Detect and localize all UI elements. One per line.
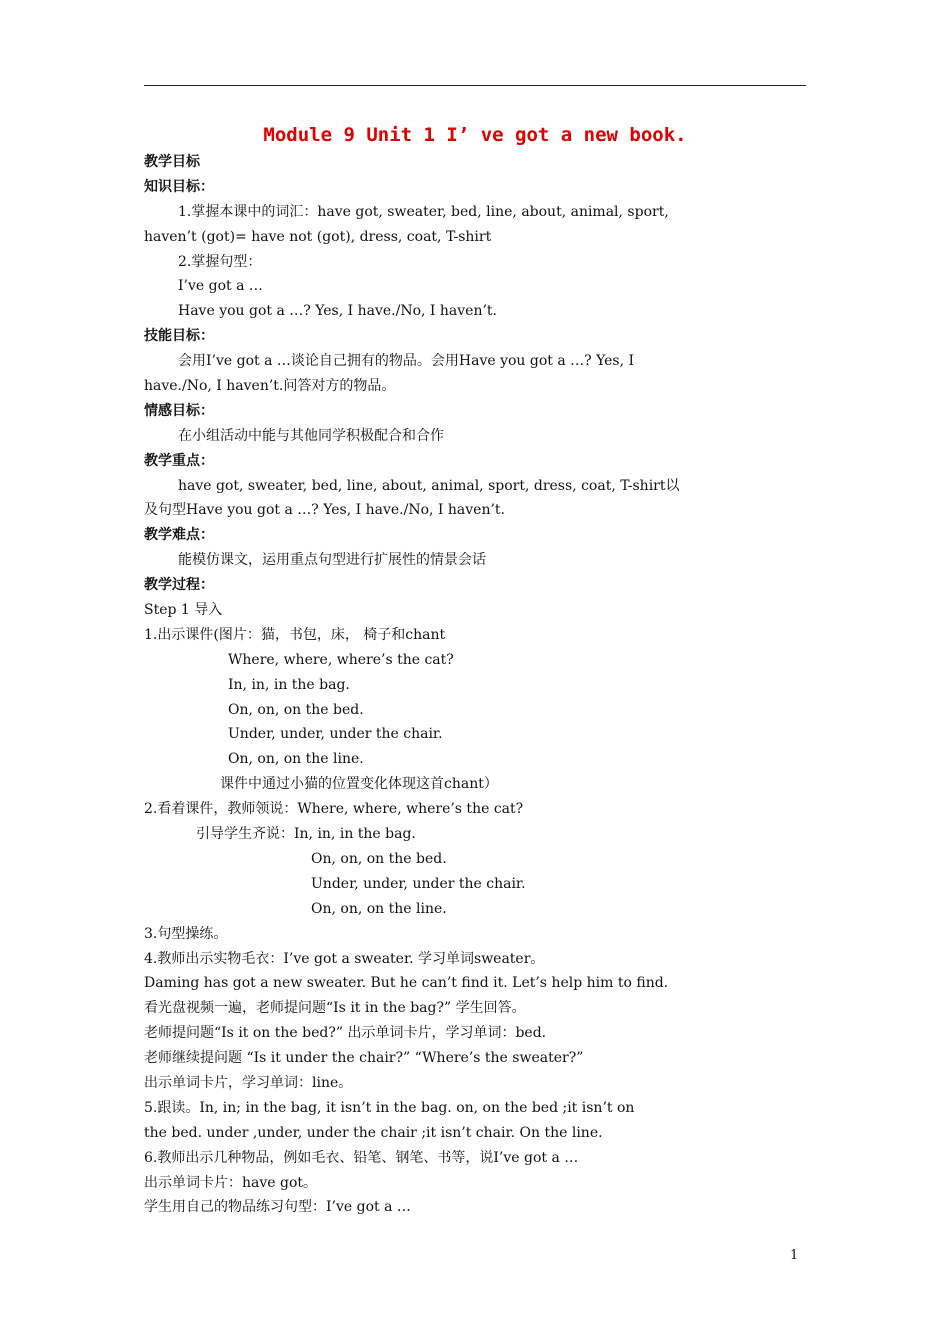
heading-key-points: 教学重点： xyxy=(144,452,214,469)
text-line: 3.句型操练。 xyxy=(144,925,228,942)
text-line: Have you got a …? Yes, I have./No, I haven’t. xyxy=(178,303,497,320)
heading-skill-objectives: 技能目标： xyxy=(144,328,214,345)
text-line: 课件中通过小猫的位置变化体现这首chant） xyxy=(220,776,498,793)
text-line: Daming has got a new sweater. But he can’t find it. Let’s help him to find. xyxy=(144,975,669,992)
heading-difficult-points: 教学难点： xyxy=(144,527,214,544)
text-line: Step 1 导入 xyxy=(144,602,223,619)
text-line: 2.看着课件，教师领说：Where, where, where’s the cat? xyxy=(144,801,524,818)
text-line: 及句型Have you got a …? Yes, I have./No, I haven’t. xyxy=(144,502,505,519)
text-line: 看光盘视频一遍，老师提问题“Is it in the bag?” 学生回答。 xyxy=(144,1000,526,1017)
chant-line: On, on, on the bed. xyxy=(228,701,364,718)
text-line: 老师继续提问题 “Is it under the chair?” “Where’s the sweater?” xyxy=(144,1050,584,1067)
heading-emotional-objectives: 情感目标： xyxy=(144,402,214,419)
text-line: 2.掌握句型： xyxy=(178,253,262,270)
chant-line: Under, under, under the chair. xyxy=(311,875,526,892)
text-line: 6.教师出示几种物品，例如毛衣、铅笔、钢笔、书等，说I’ve got a … xyxy=(144,1149,579,1166)
chant-line: In, in, in the bag. xyxy=(228,676,350,693)
text-line: 在小组活动中能与其他同学积极配合和合作 xyxy=(178,427,444,444)
text-line: 学生用自己的物品练习句型：I’ve got a … xyxy=(144,1199,411,1216)
text-line: have./No, I haven’t.问答对方的物品。 xyxy=(144,378,396,395)
chant-line: Under, under, under the chair. xyxy=(228,726,443,743)
text-line: have got, sweater, bed, line, about, animal, sport, dress, coat, T-shirt以 xyxy=(178,477,680,494)
heading-teaching-process: 教学过程： xyxy=(144,577,214,594)
text-line: 4.教师出示实物毛衣：I’ve got a sweater. 学习单词sweater。 xyxy=(144,950,545,967)
text-line: I’ve got a … xyxy=(178,278,263,295)
document-title: Module 9 Unit 1 I’ ve got a new book. xyxy=(263,124,687,146)
text-line: 会用I’ve got a …谈论自己拥有的物品。会用Have you got a …? Yes, I xyxy=(178,353,635,370)
heading-knowledge-objectives: 知识目标： xyxy=(144,178,214,195)
document-body xyxy=(144,150,806,1220)
text-line: 出示单词卡片，学习单词：line。 xyxy=(144,1074,353,1091)
heading-teaching-objectives: 教学目标 xyxy=(144,154,200,170)
text-line: 出示单词卡片：have got。 xyxy=(144,1174,318,1191)
chant-line: Where, where, where’s the cat? xyxy=(228,651,454,668)
page-number: 1 xyxy=(790,1248,799,1263)
text-line: 老师提问题“Is it on the bed?” 出示单词卡片，学习单词：bed. xyxy=(144,1025,547,1042)
header-rule xyxy=(144,85,806,86)
text-line: 能模仿课文，运用重点句型进行扩展性的情景会话 xyxy=(178,552,486,569)
text-line: 1.掌握本课中的词汇：have got, sweater, bed, line, about, animal, sport, xyxy=(178,203,669,220)
chant-line: On, on, on the line. xyxy=(228,751,364,768)
chant-line: On, on, on the bed. xyxy=(311,850,447,867)
text-line: 5.跟读。In, in; in the bag, it isn’t in the bag. on, on the bed ;it isn’t on xyxy=(144,1099,635,1116)
text-line: 1.出示课件(图片：猫，书包，床， 椅子和chant xyxy=(144,626,446,643)
text-line: the bed. under ,under, under the chair ;it isn’t chair. On the line. xyxy=(144,1124,603,1141)
text-line: 引导学生齐说：In, in, in the bag. xyxy=(196,826,416,843)
text-line: haven’t (got)= have not (got), dress, coat, T-shirt xyxy=(144,228,492,245)
chant-line: On, on, on the line. xyxy=(311,900,447,917)
